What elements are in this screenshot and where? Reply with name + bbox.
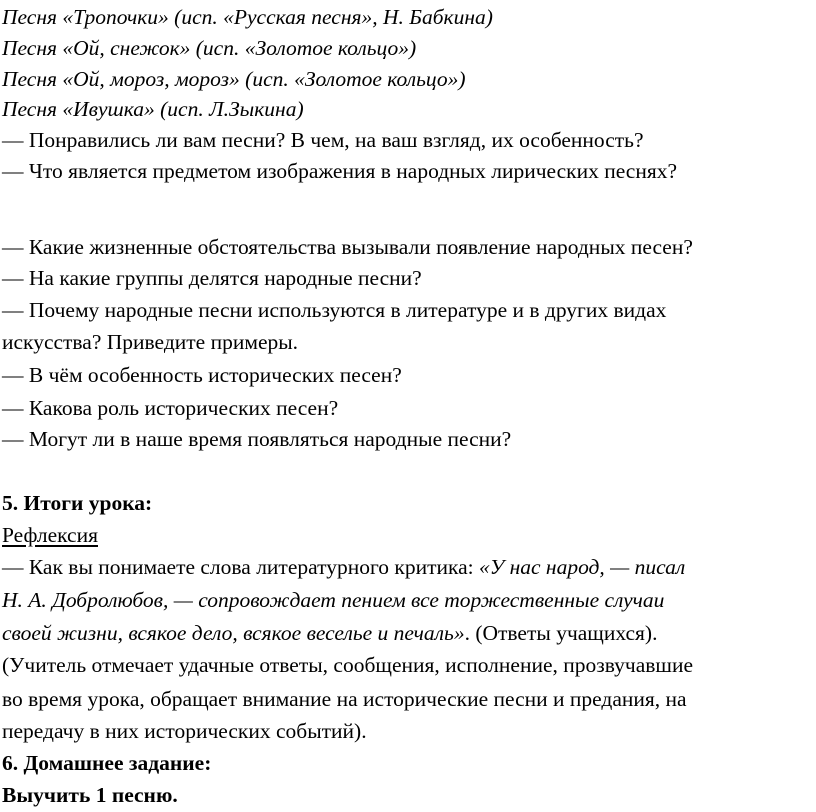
homework-task: Выучить 1 песню. [2,783,178,807]
song-line-1: Песня «Тропочки» (исп. «Русская песня», Н. Бабкина) [2,5,493,29]
teacher-note-line-3: передачу в них исторических событий). [2,719,367,743]
song-line-3: Песня «Ой, мороз, мороз» (исп. «Золотое кольцо») [2,67,466,91]
teacher-note-line-2: во время урока, обращает внимание на исторические песни и предания, на [2,687,687,711]
section-5-heading: 5. Итоги урока: [2,491,153,515]
question-a-2: — Что является предметом изображения в народных лирических песнях? [2,159,678,183]
dobrolyubov-quote-start: «У нас народ, — писал [479,555,686,579]
song-line-2: Песня «Ой, снежок» (исп. «Золотое кольцо») [2,36,417,60]
question-b-2: — На какие группы делятся народные песни? [2,266,422,290]
reflection-paragraph-line-3 [2,618,657,648]
reflection-paragraph-line-1 [2,552,685,582]
question-b-3-line-1: — Почему народные песни используются в литературе и в других видах [2,298,667,322]
question-b-6: — Могут ли в наше время появляться народные песни? [2,427,512,451]
reflection-question-text: — Как вы понимаете слова литературного критика: [2,555,479,579]
question-b-1: — Какие жизненные обстоятельства вызывали появление народных песен? [2,235,693,259]
song-line-4: Песня «Ивушка» (исп. Л.Зыкина) [2,97,304,121]
dobrolyubov-quote-end: своей жизни, всякое дело, всякое веселье и печаль» [2,621,465,645]
question-b-4: — В чём особенность исторических песен? [2,363,402,387]
question-b-3-line-2: искусства? Приведите примеры. [2,330,299,354]
teacher-note-line-1: (Учитель отмечает удачные ответы, сообщения, исполнение, прозвучавшие [2,653,694,677]
section-6-heading: 6. Домашнее задание: [2,751,212,775]
question-a-1: — Понравились ли вам песни? В чем, на ваш взгляд, их особенность? [2,128,644,152]
students-answers-note: . (Ответы учащихся). [464,621,658,645]
reflection-paragraph-line-2: Н. А. Добролюбов, — сопровождает пением все торжественные случаи [2,588,665,612]
section-5-subheading: Рефлексия [2,523,98,547]
question-b-5: — Какова роль исторических песен? [2,396,339,420]
